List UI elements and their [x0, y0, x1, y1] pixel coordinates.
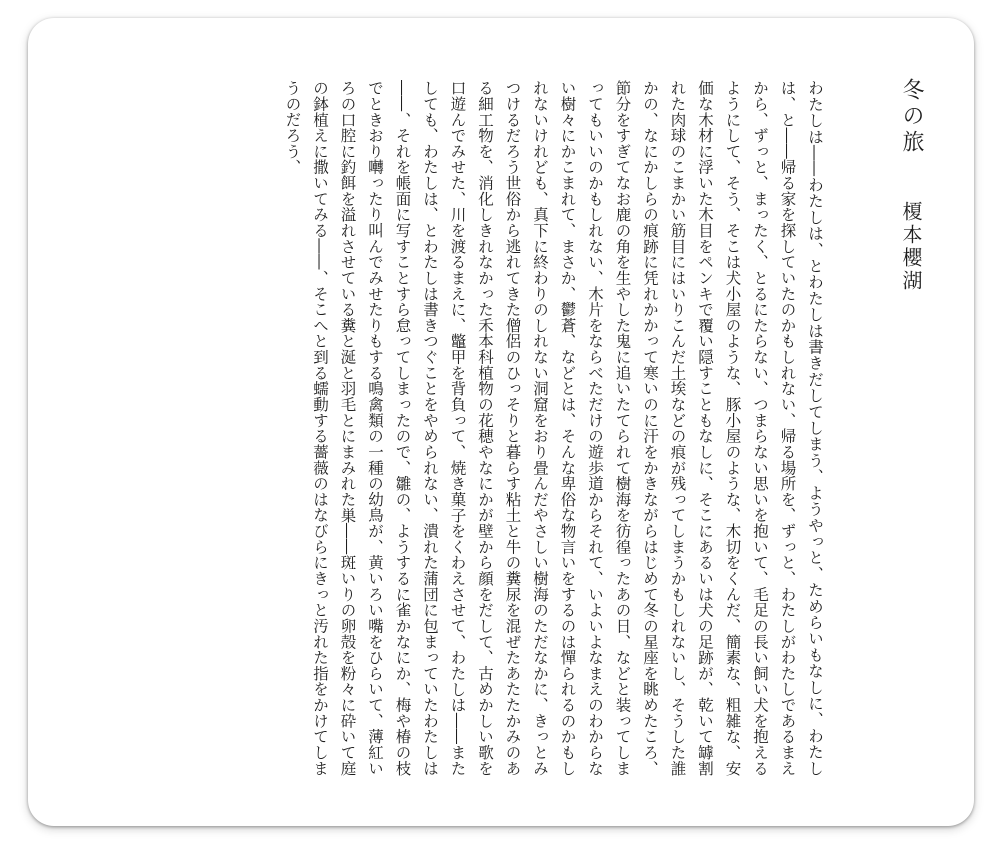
document-title: 冬の旅 [899, 78, 924, 156]
body-paragraph: わたしは――わたしは、とわたしは書きだしてしまう、ようやっと、ためらいもなしに、わたしは、と――帰る家を探していたのかもしれない、帰る場所を、ずっと、わたしがわたしであるまえから、ずっと、まったく、とるにたらない、つまらない思いを抱いて、毛足の長い飼い犬を抱えるようにして、そう、そこは犬小屋のような、豚小屋のような、木切をくんだ、簡素な、粗雑な、安価な木材に浮いた木目をペンキで覆い隠すこともなしに、そこにあるいは犬の足跡が、乾いて罅割れた肉球のこまかい筋目にはいりこんだ土埃などの痕が残ってしまうかもしれないし、そうした誰かの、なにかしらの痕跡に凭れかかって寒いのに汗をかきながらはじめて冬の星座を眺めたころ、節分をすぎてなお鹿の角を生やした鬼に追いたてられて樹海を彷徨ったあの日、などと装ってしまってもいいのかもしれない、木片をならべただけの遊歩道からそれて、いよいよなまえのわからない樹々にかこまれて、まさか、鬱蒼、などとは、そんな卑俗な物言いをするのは憚られるのかもしれないけれども、真下に終わりのしれない洞窟をおり畳んだやさしい樹海のただなかに、きっとみつけるだろう世俗から逃れてきた僧侶のひっそりと暮らす粘土と牛の糞尿を混ぜたあたたかみのある細工物を、消化しきれなかった禾本科植物の花穂やなにかが壁から顔をだして、古めかしい歌を口遊んでみせた、川を渡るまえに、鼈甲を背負って、焼き菓子をくわえさせて、わたしは――またしても、わたしは、とわたしは書きつぐことをやめられない、潰れた蒲団に包まっていたわたしは――、それを帳面に写すことすら怠ってしまったので、雛の、ようするに雀かなにか、梅や椿の枝でときおり囀ったり叫んでみせたりもする鳴禽類の一種の幼鳥が、黄いろい嘴をひらいて、薄紅いろの口腔に釣餌を溢れさせている糞と涎と羽毛とにまみれた巣――斑いりの卵殻を粉々に砕いて庭の鉢植えに撒いてみる――、そこへと到る蠕動する薔薇のはなびらにきっと汚れた指をかけてしまうのだろう、 [283, 80, 824, 776]
body-text [108, 80, 828, 776]
author-name: 榎本櫻湖 [899, 201, 923, 293]
page-card [28, 18, 974, 826]
